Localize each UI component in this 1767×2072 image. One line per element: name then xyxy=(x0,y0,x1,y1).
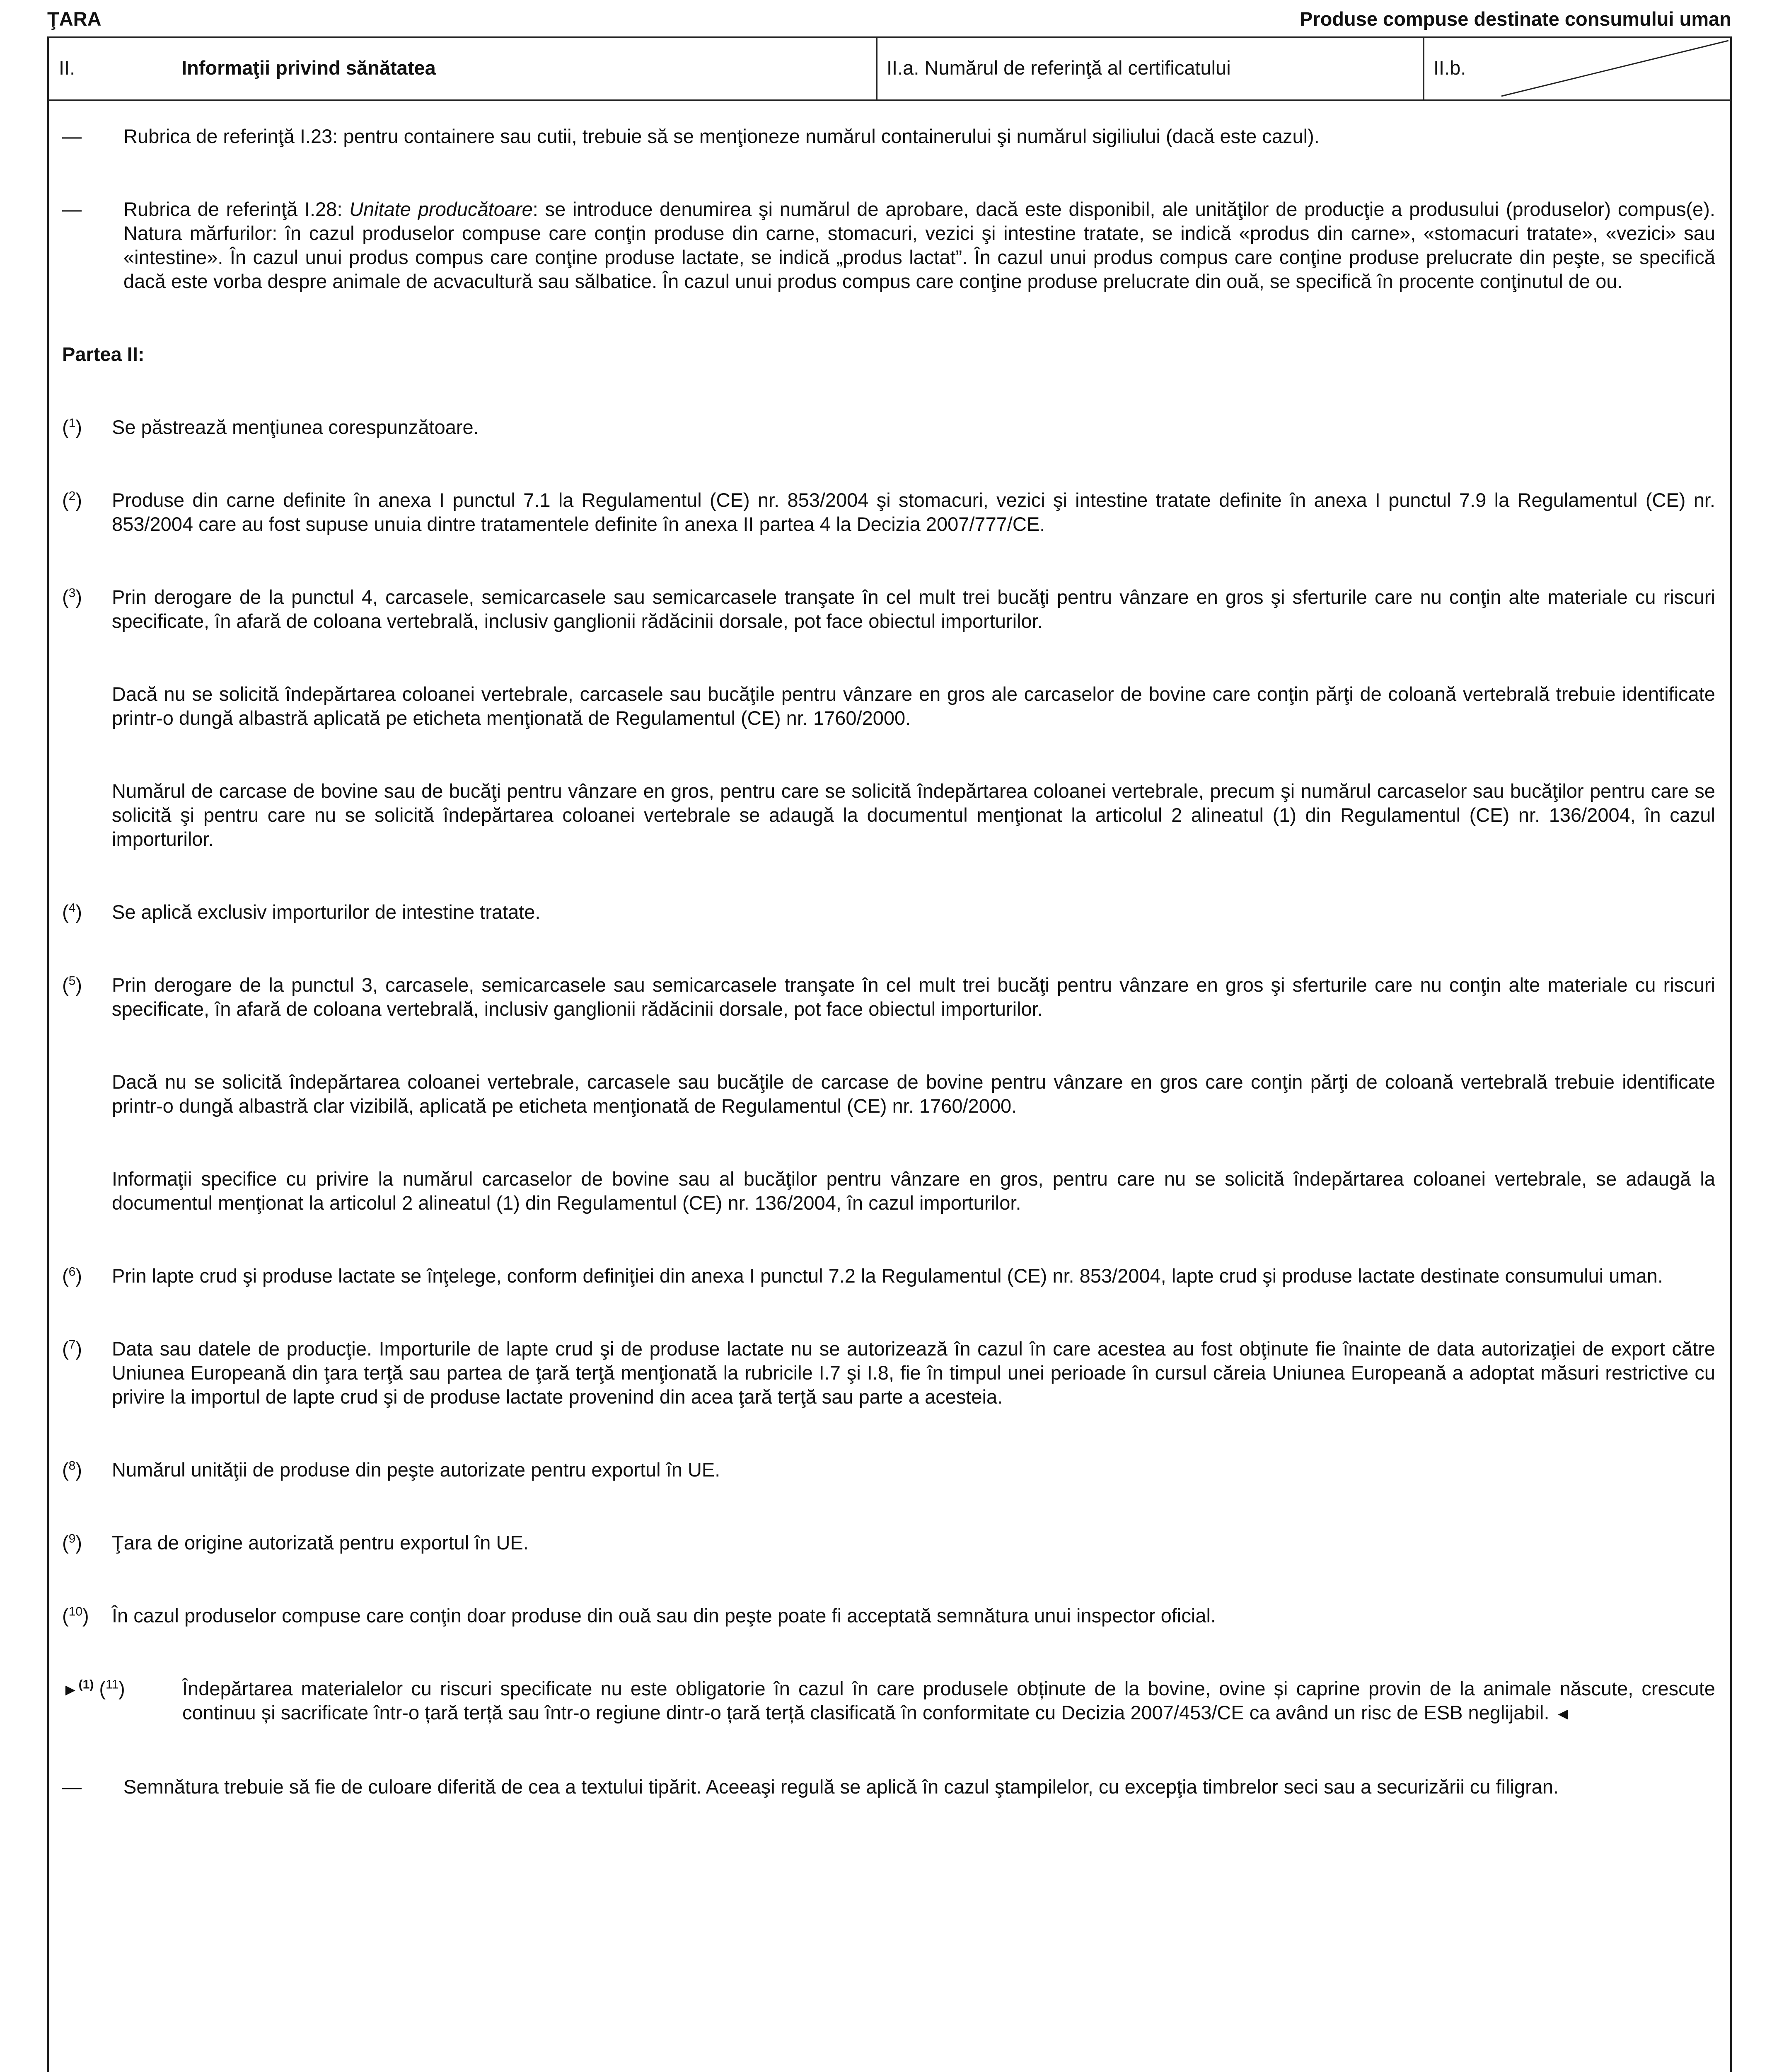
dash-mark: — xyxy=(62,125,82,147)
amendment-text xyxy=(182,1677,1715,1726)
footnote-5-sub-1: Dacă nu se solicită îndepărtarea coloanei vertebrale, carcasele sau bucăţile de carcase de bovine pentru vânzare en gros care conţin părţi de coloană vertebrală trebuie identificate printr-o dungă albastră clar vizibilă, aplicată pe eticheta menţionată de Regulamentul (CE) nr. 1760/2000. xyxy=(112,1071,1715,1117)
iib-diagonal-line xyxy=(1424,38,1730,99)
note-i23-text: Rubrica de referinţă I.23: pentru containere sau cutii, trebuie să se menţioneze numărul containerului şi numărul sigiliului (dacă este cazul). xyxy=(123,125,1320,147)
iib-label: II.b. xyxy=(1433,57,1466,79)
footnote-8 xyxy=(62,1458,1715,1482)
footnote-3-sub-2: Numărul de carcase de bovine sau de bucăţi pentru vânzare en gros, pentru care se solicită îndepărtarea coloanei vertebrale, precum şi numărul carcaselor sau bucăţilor pentru care se solicită şi pentru care nu se solicită îndepărtarea coloanei vertebrale se adaugă la documentul menţionat la articolul 2 alineatul (1) din Regulamentul (CE) nr. 136/2004, în cazul importurilor. xyxy=(112,780,1715,850)
footnote-marker: ($^{10}$) xyxy=(62,1605,89,1627)
footnote-text: Data sau datele de producţie. Importurile de lapte crud şi de produse lactate nu se autorizează în cazul în care acestea au fost obţinute fie înainte de data autorizaţiei de export către Uniunea Europeană din ţara terţă sau partea de ţară terţă menţionată la rubricile I.7 şi I.8, fie în timpul unei perioade în cursul căreia Uniunea Europeană a adoptat măsuri restrictive cu privire la importul de lapte crud şi de produse lactate provenind din acea ţară terţă sau parte a acesteia. xyxy=(112,1338,1715,1408)
signature-note-text: Semnătura trebuie să fie de culoare diferită de cea a textului tipărit. Aceeaşi regulă se aplică în cazul ştampilelor, cu excepţia timbrelor seci sau a securizării cu filigran. xyxy=(123,1776,1559,1798)
footnote-7 xyxy=(62,1337,1715,1409)
section-number: II. xyxy=(59,57,75,79)
footnote-6 xyxy=(62,1264,1715,1288)
footnote-text: Se păstrează menţiunea corespunzătoare. xyxy=(112,416,479,438)
footnote-marker: ($^2$) xyxy=(62,489,82,511)
footnote-marker: ($^5$) xyxy=(62,974,82,996)
note-i28-text xyxy=(123,197,1715,293)
section-title: Informaţii privind sănătatea xyxy=(181,57,436,79)
footnote-1 xyxy=(62,415,1715,439)
footnote-text: Prin derogare de la punctul 3, carcasele, semicarcasele sau semicarcasele tranşate în cel mult trei bucăţi pentru vânzare en gros şi sferturile care nu conţin alte materiale cu riscuri specificate, în afară de coloana vertebrală, inclusiv ganglionii rădăcinii dorsale, pot face obiectul importurilor. xyxy=(112,974,1715,1020)
footnote-9 xyxy=(62,1531,1715,1555)
footnote-marker: ($^6$) xyxy=(62,1265,82,1287)
country-label: ŢARA xyxy=(47,8,102,30)
note-i23 xyxy=(62,124,1715,148)
document-title: Produse compuse destinate consumului uman xyxy=(1299,8,1731,30)
footnote-marker: ($^1$) xyxy=(62,416,82,438)
footnote-5-sub-2: Informaţii specifice cu privire la numărul carcaselor de bovine sau al bucăţilor pentru vânzare en gros, pentru care nu se solicită îndepărtarea coloanei vertebrale, se adaugă la documentul menţionat la articolul 2 alineatul (1) din Regulamentul (CE) nr. 136/2004, în cazul importurilor. xyxy=(112,1168,1715,1214)
footnote-4 xyxy=(62,900,1715,924)
footnote-11-amendment xyxy=(62,1677,1715,1726)
section-header-row xyxy=(47,36,1732,101)
signature-note xyxy=(62,1775,1715,1799)
footnote-text: Numărul unităţii de produse din peşte autorizate pentru exportul în UE. xyxy=(112,1459,720,1481)
footnote-2 xyxy=(62,488,1715,536)
footnote-3 xyxy=(62,585,1715,633)
amendment-end-icon: ◄ xyxy=(1554,1705,1571,1723)
note-i28-prefix: Rubrica de referinţă I.28: xyxy=(123,198,350,220)
footnote-marker: ($^9$) xyxy=(62,1532,82,1554)
footnote-text: În cazul produselor compuse care conţin doar produse din ouă sau din peşte poate fi acceptată semnătura unui inspector oficial. xyxy=(112,1605,1216,1627)
section-cell xyxy=(49,38,877,99)
reference-number-cell xyxy=(877,38,1424,99)
footnote-marker: ($^7$) xyxy=(62,1338,82,1360)
footnote-text: Se aplică exclusiv importurilor de intestine tratate. xyxy=(112,901,541,923)
footnote-text: Ţara de origine autorizată pentru exportul în UE. xyxy=(112,1532,529,1554)
footnote-marker: ($^8$) xyxy=(62,1459,82,1481)
footnote-marker: ($^3$) xyxy=(62,586,82,608)
footnote-marker: ($^4$) xyxy=(62,901,82,923)
footnote-5 xyxy=(62,973,1715,1021)
note-i28 xyxy=(62,197,1715,293)
notes-content xyxy=(62,124,1715,1799)
reference-number-label: II.a. Numărul de referinţă al certificatului xyxy=(887,57,1231,79)
note-i28-italic: Unitate producătoare xyxy=(349,198,533,220)
footnote-text: Produse din carne definite în anexa I punctul 7.1 la Regulamentul (CE) nr. 853/2004 şi stomacuri, vezici şi intestine tratate definite în anexa I punctul 7.9 la Regulamentul (CE) nr. 853/2004 care au fost supuse unuia dintre tratamentele definite în anexa II partea 4 la Decizia 2007/777/CE. xyxy=(112,489,1715,535)
amendment-marker: ►$^{(1)}$ ($^{11}$) xyxy=(62,1677,125,1699)
footnote-text: Prin lapte crud şi produse lactate se înţelege, conform definiţiei din anexa I punctul 7.2 la Regulamentul (CE) nr. 853/2004, lapte crud şi produse lactate destinate consumului uman. xyxy=(112,1265,1663,1287)
amendment-start-icon: ► xyxy=(62,1681,79,1699)
footnote-10 xyxy=(62,1604,1715,1628)
iib-cell xyxy=(1424,38,1730,99)
footnote-3-sub-1: Dacă nu se solicită îndepărtarea coloanei vertebrale, carcasele sau bucăţile pentru vânzare en gros ale carcaselor de bovine care conţin părţi de coloană vertebrală trebuie identificate printr-o dungă albastră aplicată pe eticheta menţionată de Regulamentul (CE) nr. 1760/2000. xyxy=(112,683,1715,729)
amendment-body: Îndepărtarea materialelor cu riscuri specificate nu este obligatorie în cazul în care produsele obținute de la bovine, ovine și caprine provin de la animale născute, crescute continuu și sacrificate într-o țară terță sau într-o regiune dintr-o țară terță clasificată în conformitate cu Decizia 2007/453/CE ca având un risc de ESB neglijabil. xyxy=(182,1677,1715,1723)
part-ii-heading: Partea II: xyxy=(62,343,145,365)
dash-mark: — xyxy=(62,198,82,220)
dash-mark: — xyxy=(62,1776,82,1798)
note-i28-body: : se introduce denumirea şi numărul de aprobare, dacă este disponibil, ale unităţilor de producţie a produsului (produselor) compus(e). Natura mărfurilor: în cazul produselor compuse care conţin produse din carne, stomacuri, vezici şi intestine tratate, se indică «produs din carne», «stomacuri tratate», «vezici» sau «intestine». În cazul unui produs compus care conţine produse lactate, se indică „produs lactat”. În cazul unui produs compus care conţine produse prelucrate din peşte, se specifică dacă este vorba despre animale de acvacultură sau sălbatice. În cazul unui produs compus care conţine produse prelucrate din ouă, se specifică în procente conţinutul de ou. xyxy=(123,198,1715,292)
footnote-text: Prin derogare de la punctul 4, carcasele, semicarcasele sau semicarcasele tranşate în cel mult trei bucăţi pentru vânzare en gros şi sferturile care nu conţin alte materiale cu riscuri specificate, în afară de coloana vertebrală, inclusiv ganglionii rădăcinii dorsale, pot face obiectul importurilor. xyxy=(112,586,1715,632)
